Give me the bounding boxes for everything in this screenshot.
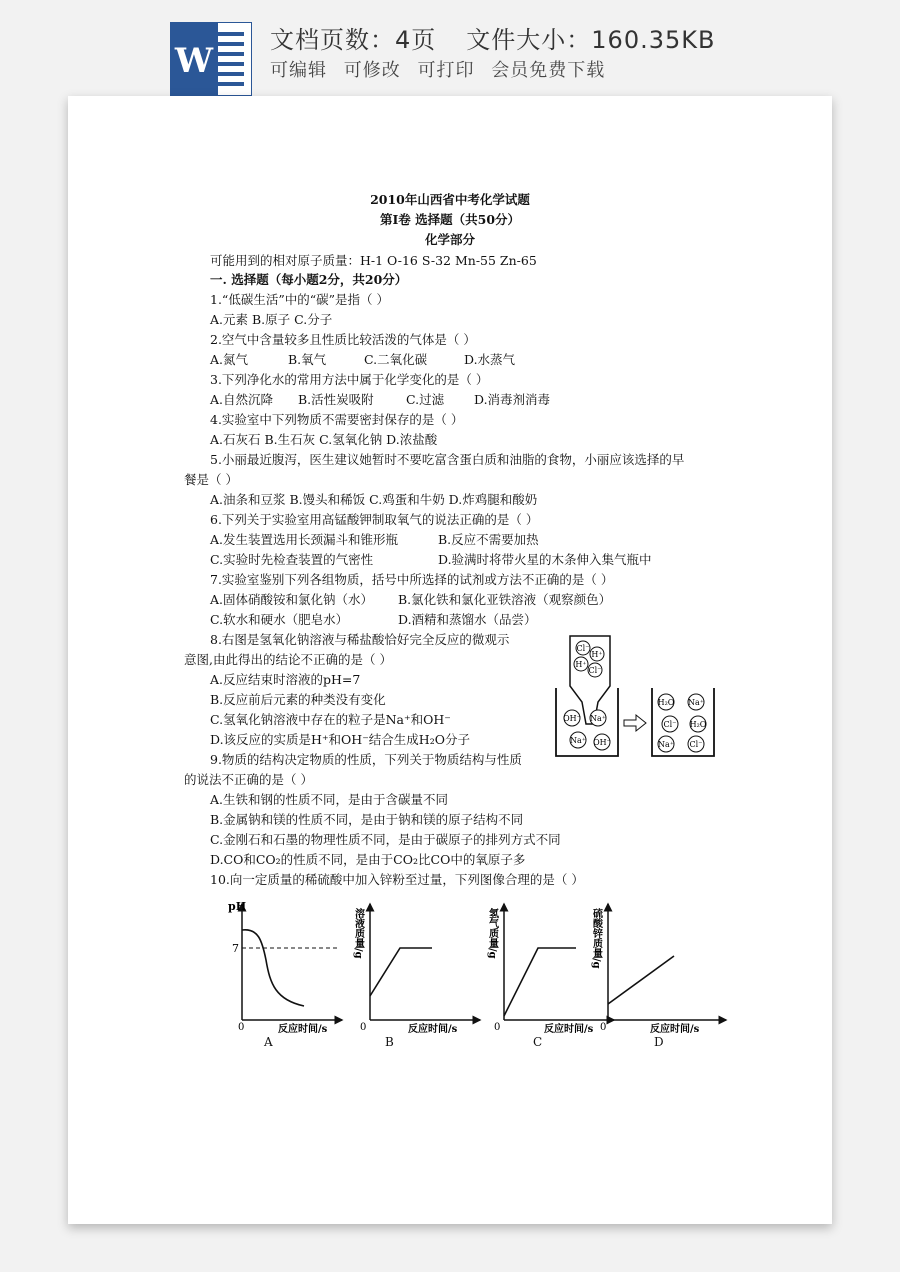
graph-b bbox=[352, 896, 502, 1036]
hydrogen-curve bbox=[504, 948, 576, 1016]
question-6: 6.下列关于实验室用高锰酸钾制取氧气的说法正确的是（ ） bbox=[210, 512, 539, 527]
option: C.软水和硬水（肥皂水） bbox=[210, 612, 349, 627]
ion-label: Na⁺ bbox=[688, 698, 704, 707]
ion-label: Cl⁻ bbox=[689, 740, 703, 749]
ion-label: OH⁻ bbox=[563, 714, 581, 723]
question-7: 7.实验室鉴别下列各组物质，括号中所选择的试剂或方法不正确的是（ ） bbox=[210, 572, 614, 587]
question-9-cont: 的说法不正确的是（ ） bbox=[184, 772, 313, 787]
file-info-title bbox=[270, 20, 715, 55]
question-5-cont: 餐是（ ） bbox=[184, 472, 238, 487]
option: A.氮气 bbox=[210, 352, 249, 367]
option: D.酒精和蒸馏水（品尝） bbox=[398, 612, 537, 627]
question-8-option-d: D.该反应的实质是H⁺和OH⁻结合生成H₂O分子 bbox=[210, 732, 470, 747]
ion-label: H₂O bbox=[689, 720, 707, 729]
option: C.实验时先检查装置的气密性 bbox=[210, 552, 374, 567]
graph-d bbox=[590, 896, 750, 1036]
ion-label: Na⁺ bbox=[590, 714, 606, 723]
option: A.发生装置选用长颈漏斗和锥形瓶 bbox=[210, 532, 399, 547]
graph-letter-d: D bbox=[654, 1035, 664, 1049]
question-1: 1.“低碳生活”中的“碳”是指（ ） bbox=[210, 292, 389, 307]
option: D.水蒸气 bbox=[464, 352, 516, 367]
download-info-bar bbox=[0, 0, 900, 100]
ion-label: H₂O bbox=[657, 698, 675, 707]
question-2-options bbox=[210, 350, 515, 370]
page-count: 文档页数：4页 bbox=[270, 26, 437, 54]
origin-label: 0 bbox=[494, 1022, 501, 1033]
ion-label: Na⁺ bbox=[658, 740, 674, 749]
zinc-sulfate-line bbox=[608, 956, 674, 1004]
graph-letter-a: A bbox=[264, 1035, 273, 1049]
x-axis-label: 反应时间/s bbox=[544, 1024, 594, 1035]
mass-curve bbox=[370, 948, 432, 996]
file-size: 文件大小：160.35KB bbox=[466, 26, 716, 54]
document-content bbox=[68, 96, 832, 1224]
question-8-option-b: B.反应前后元素的种类没有变化 bbox=[210, 692, 386, 707]
option: A.自然沉降 bbox=[210, 392, 274, 407]
word-icon bbox=[170, 22, 252, 96]
feature-modifiable: 可修改 bbox=[343, 60, 401, 81]
graph-letter-c: C bbox=[533, 1035, 543, 1049]
question-3: 3.下列净化水的常用方法中属于化学变化的是（ ） bbox=[210, 372, 489, 387]
ph-curve bbox=[242, 930, 304, 1006]
question-6-options-2 bbox=[210, 550, 652, 570]
question-8-option-a: A.反应结束时溶液的pH=7 bbox=[210, 672, 361, 687]
ion-label: Na⁺ bbox=[570, 736, 586, 745]
question-1-options: A.元素 B.原子 C.分子 bbox=[210, 312, 333, 327]
option: D.消毒剂消毒 bbox=[474, 392, 551, 407]
ion-label: H⁺ bbox=[591, 650, 603, 659]
ion-label: Cl⁻ bbox=[663, 720, 677, 729]
question-2: 2.空气中含量较多且性质比较活泼的气体是（ ） bbox=[210, 332, 476, 347]
x-axis-label: 反应时间/s bbox=[650, 1024, 700, 1035]
question-8: 8.右图是氢氧化钠溶液与稀盐酸恰好完全反应的微观示 bbox=[210, 632, 510, 647]
feature-list bbox=[270, 56, 615, 82]
origin-label: 0 bbox=[238, 1022, 245, 1033]
question-7-options-2 bbox=[210, 610, 537, 630]
feature-member-download: 会员免费下载 bbox=[491, 60, 606, 81]
y-tick-label: 7 bbox=[232, 942, 239, 955]
word-icon-letter: W bbox=[174, 41, 214, 81]
origin-label: 0 bbox=[360, 1022, 367, 1033]
reaction-diagram bbox=[548, 632, 718, 762]
question-7-options-1 bbox=[210, 590, 611, 610]
question-9-option-d: D.CO和CO₂的性质不同，是由于CO₂比CO中的氧原子多 bbox=[210, 852, 526, 867]
part1-heading: 一. 选择题（每小题2分，共20分） bbox=[210, 272, 408, 287]
question-4: 4.实验室中下列物质不需要密封保存的是（ ） bbox=[210, 412, 464, 427]
origin-label: 0 bbox=[600, 1022, 607, 1033]
graph-letter-b: B bbox=[385, 1035, 394, 1049]
option: B.活性炭吸附 bbox=[298, 392, 374, 407]
y-axis-label: 氢气质量/g bbox=[486, 908, 498, 959]
atomic-masses: 可能用到的相对原子质量：H-1 O-16 S-32 Mn-55 Zn-65 bbox=[210, 253, 537, 268]
ion-label: Cl⁻ bbox=[588, 666, 602, 675]
question-8-cont: 意图,由此得出的结论不正确的是（ ） bbox=[184, 652, 392, 667]
ion-label: H⁺ bbox=[575, 660, 587, 669]
question-8-option-c: C.氢氧化钠溶液中存在的粒子是Na⁺和OH⁻ bbox=[210, 712, 451, 727]
option: C.二氧化碳 bbox=[364, 352, 428, 367]
feature-editable: 可编辑 bbox=[270, 60, 327, 81]
y-axis-label: pH bbox=[228, 900, 247, 913]
question-9-option-b: B.金属钠和镁的性质不同，是由于钠和镁的原子结构不同 bbox=[210, 812, 524, 827]
x-axis-label: 反应时间/s bbox=[278, 1024, 328, 1035]
option: B.反应不需要加热 bbox=[438, 532, 539, 547]
question-9-option-a: A.生铁和钢的性质不同，是由于含碳量不同 bbox=[210, 792, 449, 807]
ion-label: OH⁻ bbox=[593, 738, 611, 747]
doc-subtitle: 第Ⅰ卷 选择题（共50分） bbox=[379, 212, 521, 227]
question-5: 5.小丽最近腹泻，医生建议她暂时不要吃富含蛋白质和油脂的食物，小丽应该选择的早 bbox=[210, 452, 685, 467]
question-3-options bbox=[210, 390, 550, 410]
y-axis-label: 硫酸锌质量/g bbox=[590, 908, 602, 969]
doc-title: 2010年山西省中考化学试题 bbox=[370, 192, 530, 207]
y-axis-label: 溶液质量/g bbox=[352, 908, 364, 959]
question-6-options-1 bbox=[210, 530, 539, 550]
option: B.氯化铁和氯化亚铁溶液（观察颜色） bbox=[398, 592, 612, 607]
question-9-option-c: C.金刚石和石墨的物理性质不同，是由于碳原子的排列方式不同 bbox=[210, 832, 561, 847]
question-5-options: A.油条和豆浆 B.馒头和稀饭 C.鸡蛋和牛奶 D.炸鸡腿和酸奶 bbox=[210, 492, 538, 507]
doc-section: 化学部分 bbox=[424, 232, 475, 247]
option: A.固体硝酸铵和氯化钠（水） bbox=[210, 592, 374, 607]
question-10: 10.向一定质量的稀硫酸中加入锌粉至过量，下列图像合理的是（ ） bbox=[210, 872, 584, 887]
option: C.过滤 bbox=[406, 392, 445, 407]
feature-printable: 可打印 bbox=[417, 60, 475, 81]
document-page bbox=[68, 96, 832, 1224]
question-4-options: A.石灰石 B.生石灰 C.氢氧化钠 D.浓盐酸 bbox=[210, 432, 438, 447]
option: D.验满时将带火星的木条伸入集气瓶中 bbox=[438, 552, 652, 567]
graph-a bbox=[218, 896, 368, 1036]
arrow-icon bbox=[624, 715, 646, 731]
x-axis-label: 反应时间/s bbox=[408, 1024, 458, 1035]
option: B.氧气 bbox=[288, 352, 327, 367]
ion-label: Cl⁻ bbox=[576, 644, 590, 653]
question-9: 9.物质的结构决定物质的性质，下列关于物质结构与性质 bbox=[210, 752, 522, 767]
